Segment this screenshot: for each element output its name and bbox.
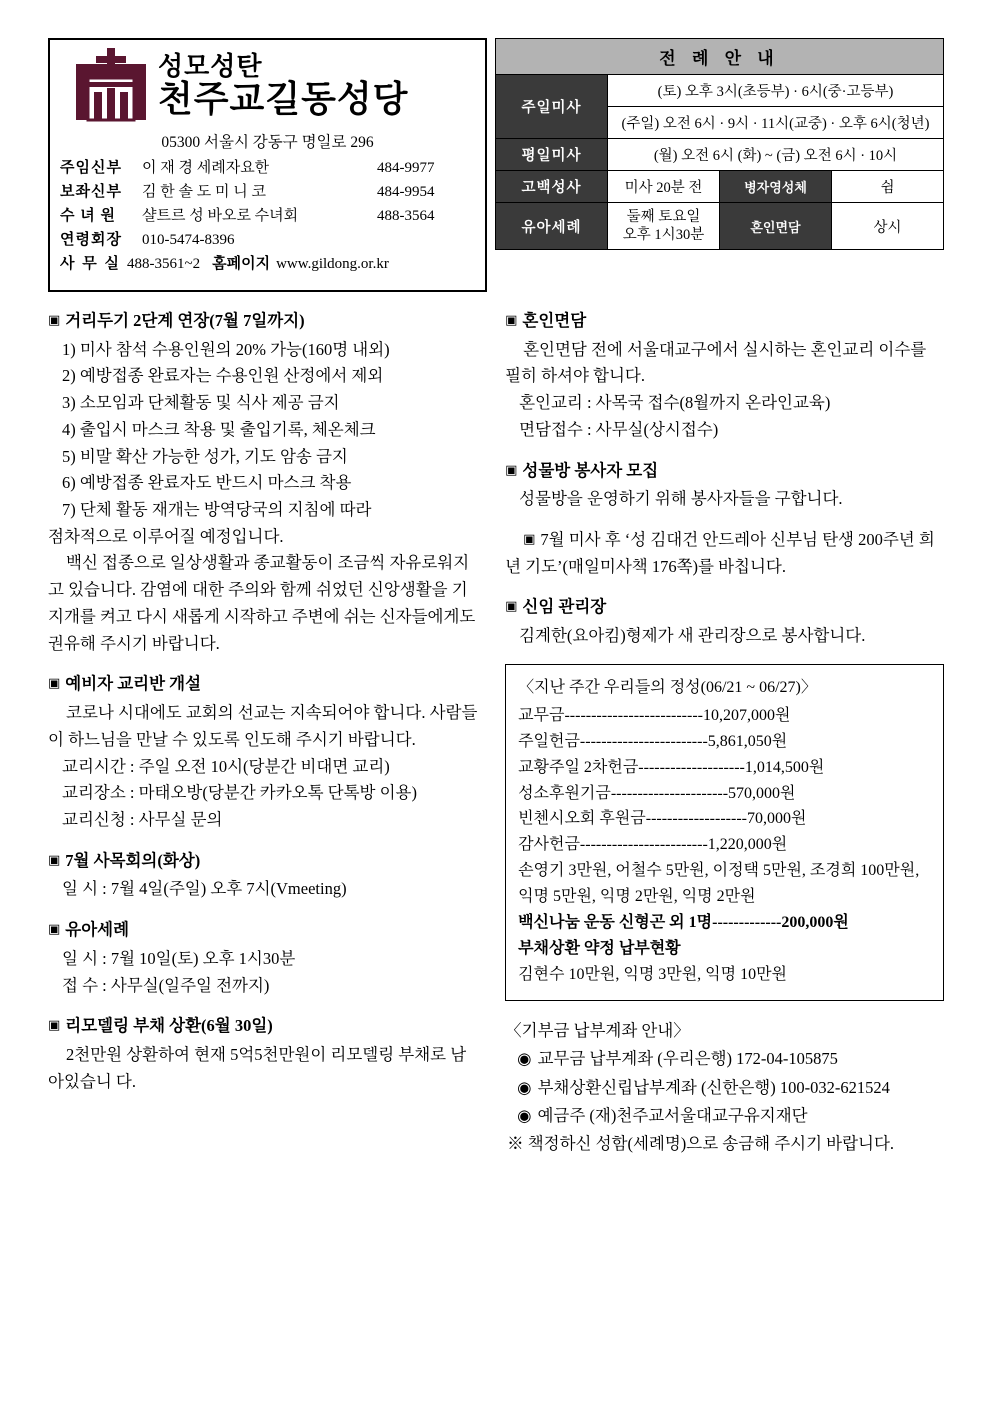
account-text: 부채상환신립납부계좌 (신한은행) 100-032-621524	[537, 1077, 890, 1097]
offering-amount: 1,220,000원	[707, 836, 788, 854]
mass-key-weekday: 평일미사	[496, 139, 608, 171]
section-title-text: 예비자 교리반 개설	[65, 674, 202, 694]
offering-detail-line: 익명 5만원, 익명 2만원, 익명 2만원	[518, 888, 756, 906]
offering-label: 교무금	[518, 706, 565, 724]
section-title	[505, 594, 944, 621]
section-paragraph: 백신 접종으로 일상생활과 종교활동이 조금씩 자유로워지고 있습니다. 감염에 대한 주의와 함께 쉬었던 신앙생활을 기지개를 켜고 다시 새롭게 시작하고 주변에 쉬는 신자들에게도 권유해 주시기 바랍니다.	[48, 553, 476, 653]
bullseye-icon: ◉	[517, 1049, 532, 1069]
section-title	[505, 308, 944, 335]
bullseye-icon: ◉	[517, 1105, 532, 1125]
contact-row-convent	[60, 204, 475, 225]
debt-payment-title: 부채상환 약정 납부현황	[518, 939, 681, 957]
accounts-title: 〈기부금 납부계좌 안내〉	[505, 1020, 690, 1040]
section-infant-baptism	[48, 917, 479, 999]
section-title	[505, 527, 944, 580]
section-title-text: 거리두기 2단계 연장(7월 7일까지)	[65, 311, 305, 330]
offering-row	[518, 755, 931, 781]
offering-amount: 70,000원	[746, 810, 807, 828]
offering-dots: ----------------------	[610, 784, 729, 802]
section-title	[48, 308, 479, 335]
header	[48, 38, 944, 292]
detail-line: 면담접수 : 사무실(상시접수)	[519, 419, 719, 439]
offering-dots: ------------------------	[579, 732, 708, 750]
content-columns	[48, 308, 944, 1159]
list-item-tail: 점차적으로 이루어질 예정입니다.	[48, 526, 284, 546]
offering-row	[518, 781, 931, 807]
contact-row-pastor	[60, 156, 475, 177]
detail-line: 혼인교리 : 사목국 접수(8월까지 온라인교육)	[519, 393, 831, 413]
list-item: 1) 미사 참석 수용인원의 20% 가능(160명 내외)	[62, 339, 390, 359]
donation-accounts-section	[505, 1017, 944, 1159]
parish-name-line1: 성모성탄	[158, 51, 263, 81]
mass-value-confession: 미사 20분 전	[608, 171, 720, 203]
office-tel: 488-3561~2	[126, 256, 201, 272]
offering-dots: --------------------	[638, 758, 745, 776]
offering-box	[505, 664, 944, 1001]
mass-key-infant-baptism: 유아세례	[496, 203, 608, 250]
square-bullet-icon: ▣	[48, 312, 61, 327]
offering-row	[518, 703, 931, 729]
contact-name: 김 한 솔 도 미 니 코	[142, 184, 266, 200]
offering-row	[518, 729, 931, 755]
contact-name: 샬트르 성 바오로 수녀회	[142, 208, 299, 224]
offering-detail-line: 손영기 3만원, 어철수 5만원, 이정택 5만원, 조경희 100만원,	[518, 862, 920, 880]
offering-title: 〈지난 주간 우리들의 정성(06/21 ~ 06/27)〉	[518, 678, 817, 696]
section-paragraph: 2천만원 상환하여 현재 5억5천만원이 리모델링 부채로 남아있습니 다.	[48, 1044, 467, 1091]
list-item: 4) 출입시 마스크 착용 및 출입기록, 체온체크	[62, 419, 376, 439]
parish-title	[158, 53, 408, 117]
section-jubilee-prayer	[505, 527, 944, 580]
section-remodeling-debt	[48, 1013, 479, 1095]
section-title	[48, 848, 479, 875]
offering-row	[518, 832, 931, 858]
square-bullet-icon: ▣	[48, 1017, 61, 1033]
section-title-text: 7월 미사 후 ‘성 김대건 안드레아 신부님 탄생 200주년 희년 기도’(매일미사책 176쪽)를 바칩니다.	[505, 530, 935, 576]
square-bullet-icon: ▣	[48, 921, 61, 937]
section-paragraph: 코로나 시대에도 교회의 선교는 지속되어야 합니다. 사람들이 하느님을 만날 수 있도록 인도해 주시기 바랍니다.	[48, 703, 478, 749]
parish-info-box	[48, 38, 487, 292]
mass-value-infant-baptism: 둘째 토요일 오후 1시30분	[608, 203, 720, 250]
bullseye-icon: ◉	[517, 1077, 532, 1097]
section-distancing	[48, 308, 479, 657]
vaccine-amount: 200,000원	[781, 914, 849, 932]
offering-label: 교황주일 2차헌금	[518, 758, 639, 776]
section-title-text: 7월 사목회의(화상)	[65, 850, 201, 870]
section-title-text: 리모델링 부채 상환(6월 30일)	[65, 1016, 273, 1036]
accounts-note: ※ 책정하신 성함(세례명)으로 송금해 주시기 바랍니다.	[507, 1134, 895, 1154]
mass-schedule-table	[495, 38, 944, 250]
offering-label: 주일헌금	[518, 732, 580, 750]
parish-address: 05300 서울시 강동구 명일로 296	[161, 134, 374, 151]
offering-dots: --------------------------	[564, 706, 703, 724]
mass-sunday-line1: (토) 오후 3시(초등부) · 6시(중·고등부)	[608, 75, 944, 107]
offering-dots: ------------------------	[579, 836, 708, 854]
detail-line: 교리시간 : 주일 오전 10시(당분간 비대면 교리)	[62, 756, 390, 776]
contact-label: 수 녀 원	[60, 208, 116, 224]
mass-key-confession: 고백성사	[496, 171, 608, 203]
section-title-text: 신임 관리장	[522, 597, 607, 617]
list-item: 2) 예방접종 완료자는 수용인원 산정에서 제외	[62, 366, 384, 386]
homepage-label: 홈페이지	[212, 256, 271, 272]
contact-tel: 484-9954	[377, 184, 435, 200]
offering-label: 성소후원기금	[518, 784, 611, 802]
mass-key-sunday: 주일미사	[496, 75, 608, 139]
parish-logo-row	[60, 48, 475, 122]
offering-label: 감사헌금	[518, 836, 580, 854]
contact-row-assistant	[60, 180, 475, 201]
contact-row-funeral	[60, 228, 475, 249]
offering-amount: 10,207,000원	[702, 706, 791, 724]
account-item	[505, 1045, 944, 1073]
contact-label: 주임신부	[60, 160, 122, 176]
section-paragraph: 혼인면담 전에 서울대교구에서 실시하는 혼인교리 이수를 필히 하셔야 합니다.	[505, 339, 927, 386]
section-catechumen-class	[48, 671, 479, 833]
square-bullet-icon: ▣	[505, 461, 518, 477]
contact-label: 보좌신부	[60, 184, 122, 200]
section-title-text: 성물방 봉사자 모집	[522, 460, 659, 480]
offering-amount: 1,014,500원	[744, 758, 825, 776]
list-item: 5) 비말 확산 가능한 성가, 기도 암송 금지	[62, 446, 348, 466]
offering-label: 빈첸시오회 후원금	[518, 810, 646, 828]
contact-tel: 484-9977	[377, 160, 435, 176]
account-text: 교무금 납부계좌 (우리은행) 172-04-105875	[537, 1049, 838, 1069]
vaccine-offering-row	[518, 910, 931, 936]
account-text: 예금주 (재)천주교서울대교구유지재단	[537, 1105, 808, 1125]
homepage-url[interactable]: www.gildong.or.kr	[276, 256, 389, 272]
section-title-text: 유아세례	[65, 920, 130, 940]
section-title	[505, 458, 944, 485]
section-title	[48, 1013, 479, 1040]
detail-line: 일 시 : 7월 4일(주일) 오후 7시(Vmeeting)	[62, 879, 347, 899]
section-new-manager	[505, 594, 944, 649]
square-bullet-icon: ▣	[48, 675, 61, 691]
section-giftshop-volunteers	[505, 458, 944, 513]
offering-amount: 570,000원	[728, 784, 796, 802]
section-title-text: 혼인면담	[522, 311, 587, 330]
mass-key-sick-communion: 병자영성체	[720, 171, 832, 203]
detail-line: 교리장소 : 마태오방(당분간 카카오톡 단톡방 이용)	[62, 783, 417, 803]
section-pastoral-meeting	[48, 848, 479, 903]
detail-line: 교리신청 : 사무실 문의	[62, 809, 223, 829]
account-item	[505, 1102, 944, 1130]
parish-name-line2: 천주교길동성당	[158, 78, 409, 119]
detail-line: 일 시 : 7월 10일(토) 오후 1시30분	[62, 948, 296, 968]
list-item: 7) 단체 활동 재개는 방역당국의 지침에 따라	[62, 500, 372, 520]
vaccine-label: 백신나눔 운동 신형곤 외 1명	[518, 914, 713, 932]
square-bullet-icon: ▣	[505, 598, 518, 614]
square-bullet-icon: ▣	[505, 312, 518, 327]
section-marriage-interview	[505, 308, 944, 444]
mass-key-marriage-interview: 혼인면담	[720, 203, 832, 250]
section-paragraph: 김계한(요아킴)형제가 새 관리장으로 봉사합니다.	[519, 626, 866, 646]
section-title	[48, 917, 479, 944]
mass-table-title: 전 례 안 내	[496, 39, 944, 75]
contact-label: 연령회장	[60, 232, 122, 248]
square-bullet-icon: ▣	[523, 531, 536, 547]
right-column	[505, 308, 944, 1159]
list-item: 6) 예방접종 완료자도 반드시 마스크 착용	[62, 473, 352, 493]
offering-amount: 5,861,050원	[707, 732, 788, 750]
list-item: 3) 소모임과 단체활동 및 식사 제공 금지	[62, 393, 340, 413]
offering-row	[518, 806, 931, 832]
offering-dots: -------------------	[645, 810, 747, 828]
mass-sunday-line2: (주일) 오전 6시 · 9시 · 11시(교중) · 오후 6시(청년)	[608, 107, 944, 139]
section-paragraph: 성물방을 운영하기 위해 봉사자들을 구합니다.	[519, 489, 843, 509]
detail-line: 접 수 : 사무실(일주일 전까지)	[62, 975, 270, 995]
church-cross-logo-icon	[74, 48, 148, 122]
office-row	[60, 252, 475, 273]
section-title	[48, 671, 479, 698]
mass-value-sick-communion: 쉼	[831, 171, 943, 203]
mass-weekday-line: (월) 오전 6시 (화) ~ (금) 오전 6시 · 10시	[608, 139, 944, 171]
vaccine-dots: -------------	[712, 914, 782, 932]
contact-name: 010-5474-8396	[142, 232, 235, 248]
debt-payment-line: 김현수 10만원, 익명 3만원, 익명 10만원	[518, 965, 788, 983]
contact-tel: 488-3564	[377, 208, 435, 224]
square-bullet-icon: ▣	[48, 851, 61, 867]
office-label: 사 무 실	[60, 256, 121, 272]
mass-value-marriage-interview: 상시	[831, 203, 943, 250]
left-column	[48, 308, 479, 1159]
account-item	[505, 1074, 944, 1102]
contact-name: 이 재 경 세례자요한	[142, 160, 270, 176]
